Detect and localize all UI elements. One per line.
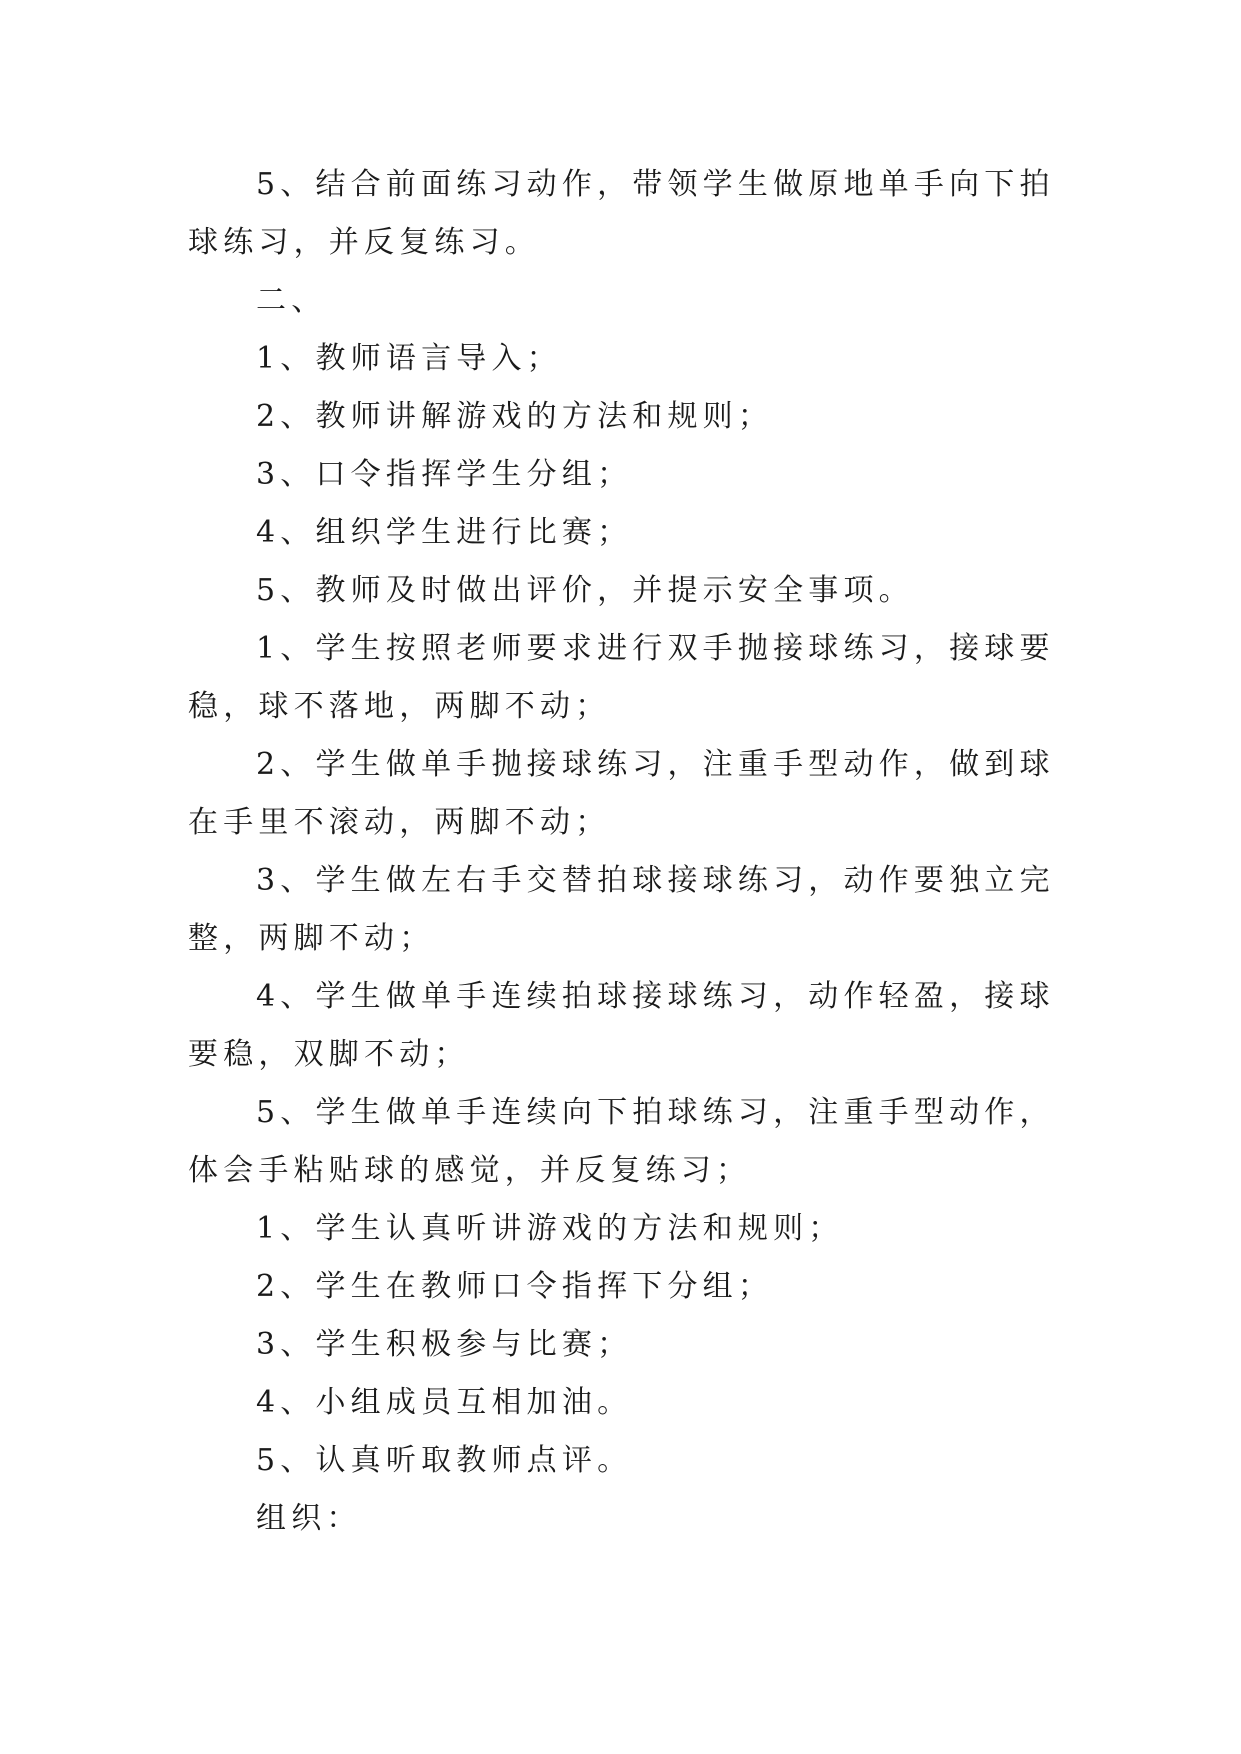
paragraph: 5、教师及时做出评价，并提示安全事项。 <box>256 573 914 608</box>
paragraph: 5、学生做单手连续向下拍球练习，注重手型动作，体会手粘贴球的感觉，并反复练习； <box>188 1095 1055 1188</box>
document-body <box>188 156 1058 1548</box>
paragraph: 1、教师语言导入； <box>256 341 562 376</box>
paragraph: 5、结合前面练习动作，带领学生做原地单手向下拍球练习，并反复练习。 <box>188 167 1055 260</box>
section-heading: 二、 <box>256 283 327 318</box>
paragraph: 2、学生做单手抛接球练习，注重手型动作，做到球在手里不滚动，两脚不动； <box>188 747 1055 840</box>
paragraph: 5、认真听取教师点评。 <box>256 1443 633 1478</box>
paragraph: 3、口令指挥学生分组； <box>256 457 633 492</box>
paragraph: 1、学生认真听讲游戏的方法和规则； <box>256 1211 844 1246</box>
paragraph: 3、学生做左右手交替拍球接球练习，动作要独立完整，两脚不动； <box>188 863 1055 956</box>
paragraph: 4、学生做单手连续拍球接球练习，动作轻盈，接球要稳，双脚不动； <box>188 979 1055 1072</box>
paragraph: 2、学生在教师口令指挥下分组； <box>256 1269 774 1304</box>
paragraph: 3、学生积极参与比赛； <box>256 1327 633 1362</box>
paragraph: 4、组织学生进行比赛； <box>256 515 633 550</box>
paragraph: 2、教师讲解游戏的方法和规则； <box>256 399 774 434</box>
paragraph: 组织： <box>256 1501 362 1536</box>
paragraph: 1、学生按照老师要求进行双手抛接球练习，接球要稳，球不落地，两脚不动； <box>188 631 1055 724</box>
paragraph: 4、小组成员互相加油。 <box>256 1385 633 1420</box>
